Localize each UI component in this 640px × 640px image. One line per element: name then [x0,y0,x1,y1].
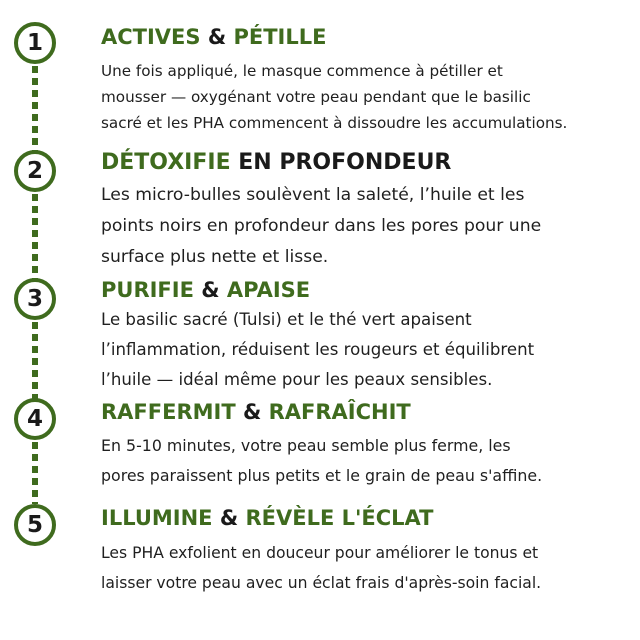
step-description [101,431,632,491]
description-line: l’huile — idéal même pour les peaux sensibles. [101,370,493,390]
description-line: pores paraissent plus petits et le grain de peau s'affine. [101,466,543,486]
step-number-badge: 4 [14,398,56,440]
step-description [101,538,632,598]
step-title-connector: EN PROFONDEUR [230,150,452,175]
step-title [101,279,632,301]
step-title-highlight: RAFFERMIT [101,400,236,424]
step-number-badge: 2 [14,150,56,192]
timeline-connector [32,442,38,504]
step-title-highlight: ILLUMINE [101,506,213,530]
step-title-highlight: PÉTILLE [233,25,327,49]
step-title-connector: & [193,278,227,302]
description-line: Les micro-bulles soulèvent la saleté, l’huile et les [101,185,525,206]
step-title-highlight: APAISE [226,278,311,302]
description-line: points noirs en profondeur dans les pores pour une [101,216,542,237]
step-description [101,180,632,273]
timeline-connector [32,194,38,282]
step-number-badge: 1 [14,22,56,64]
description-line: mousser — oxygénant votre peau pendant que le basilic [101,88,531,107]
description-line: Une fois appliqué, le masque commence à pétiller et [101,62,503,81]
description-line: En 5-10 minutes, votre peau semble plus ferme, les [101,436,511,456]
step-title [101,507,632,529]
timeline-connector [32,66,38,154]
step-title [101,151,632,174]
step-5 [101,507,632,598]
description-line: Les PHA exfolient en douceur pour améliorer le tonus et [101,544,539,563]
step-number-badge: 5 [14,504,56,546]
step-description [101,305,632,395]
step-description [101,58,632,136]
step-title-highlight: RAFRAÎCHIT [268,400,411,424]
step-3 [101,279,632,395]
step-title-highlight: ACTIVES [101,25,201,49]
step-1 [101,26,632,136]
step-4 [101,401,632,491]
description-line: surface plus nette et lisse. [101,247,329,268]
timeline-connector [32,322,38,402]
step-title [101,26,632,48]
step-title-highlight: RÉVÈLE L'ÉCLAT [245,506,434,530]
step-title-highlight: PURIFIE [101,278,194,302]
step-title [101,401,632,423]
description-line: laisser votre peau avec un éclat frais d'après-soin facial. [101,574,542,593]
description-line: l’inflammation, réduisent les rougeurs et équilibrent [101,340,535,360]
description-line: Le basilic sacré (Tulsi) et le thé vert apaisent [101,310,472,330]
step-2 [101,151,632,273]
step-number-badge: 3 [14,278,56,320]
step-title-connector: & [235,400,269,424]
step-title-highlight: DÉTOXIFIE [101,150,231,175]
description-line: sacré et les PHA commencent à dissoudre les accumulations. [101,114,568,133]
step-title-connector: & [200,25,234,49]
step-title-connector: & [212,506,246,530]
